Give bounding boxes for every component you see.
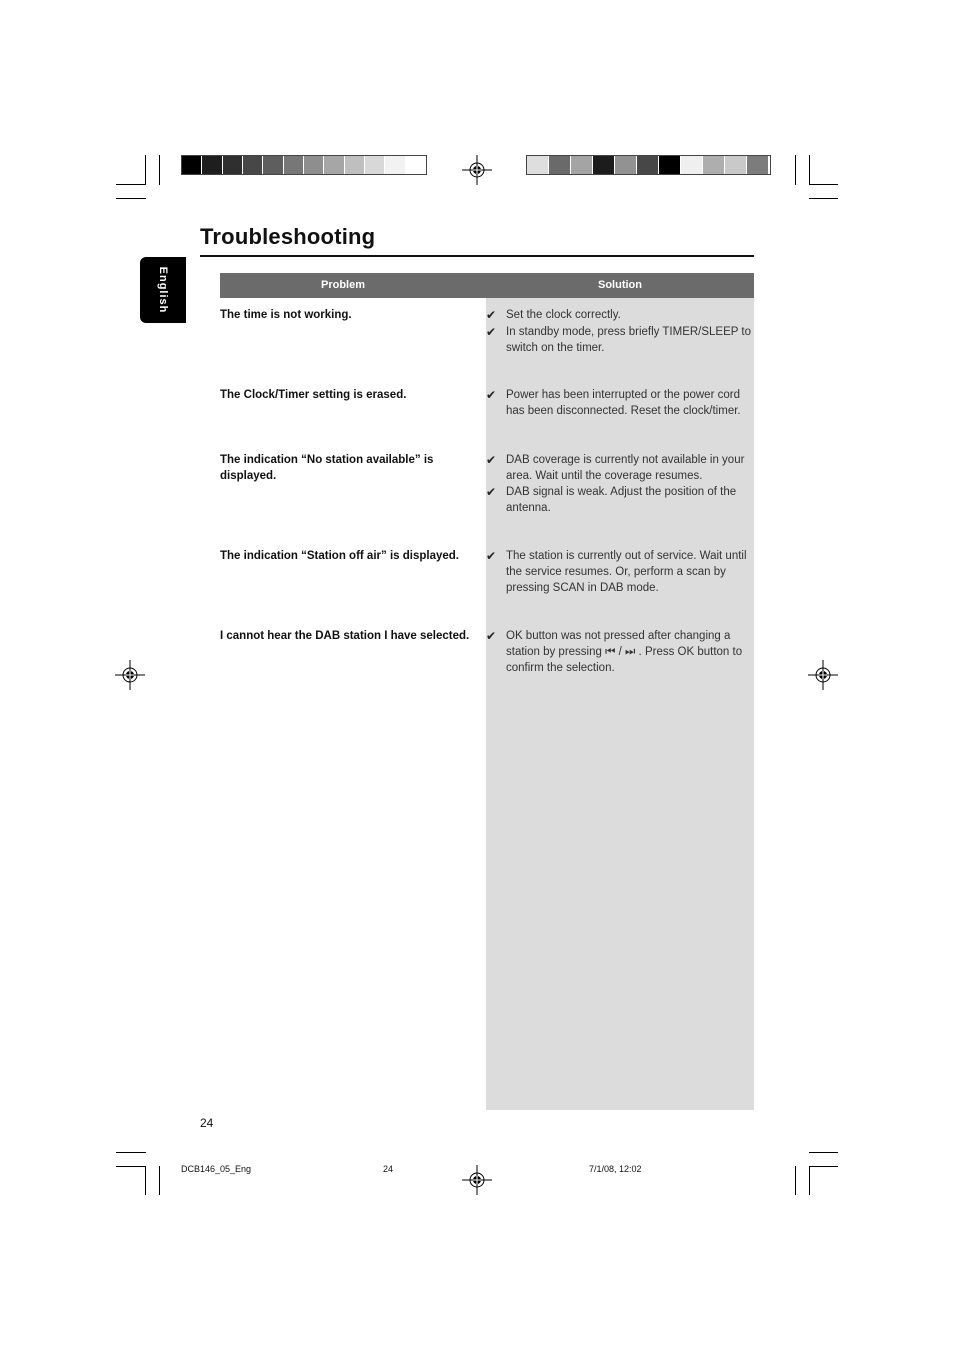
color-bar-left — [181, 155, 427, 175]
color-swatch — [571, 156, 593, 174]
checkmark-icon: ✔ — [486, 308, 497, 322]
color-swatch — [223, 156, 243, 174]
crop-mark — [145, 1166, 146, 1195]
crop-mark — [795, 155, 796, 185]
color-swatch — [284, 156, 304, 174]
solution-text: Set the clock correctly. — [506, 309, 621, 321]
crop-mark — [809, 1166, 838, 1167]
checkmark-icon: ✔ — [486, 485, 497, 499]
crop-mark — [159, 1166, 160, 1195]
solution-text: Power has been interrupted or the power cord has been disconnected. Reset the clock/timer. — [506, 389, 741, 417]
crop-mark — [159, 155, 160, 185]
color-swatch — [747, 156, 769, 174]
column-header-problem: Problem — [320, 279, 365, 291]
problem-text: I cannot hear the DAB station I have selected. — [220, 630, 470, 642]
slug-datetime: 7/1/08, 12:02 — [589, 1164, 642, 1174]
color-swatch — [202, 156, 222, 174]
color-swatch — [725, 156, 747, 174]
color-swatch — [263, 156, 283, 174]
color-swatch — [681, 156, 703, 174]
solution-text: OK button was not pressed after changing a station by pressing ⏮ / ⏭ . Press OK button to confirm the selection. — [506, 630, 743, 674]
color-swatch — [703, 156, 725, 174]
language-tab-label: English — [157, 266, 169, 314]
solution-column-background — [486, 298, 754, 1110]
color-swatch — [182, 156, 202, 174]
checkmark-icon: ✔ — [486, 453, 497, 467]
crop-mark — [116, 1152, 146, 1153]
color-swatch — [243, 156, 263, 174]
slug-filename: DCB146_05_Eng — [181, 1164, 252, 1174]
crop-mark — [809, 1152, 838, 1153]
problem-text: The Clock/Timer setting is erased. — [220, 389, 407, 401]
registration-mark-icon — [462, 155, 492, 185]
crop-mark — [795, 1166, 796, 1195]
color-swatch — [527, 156, 549, 174]
solution-text: DAB signal is weak. Adjust the position of the antenna. — [506, 486, 737, 514]
color-bar-right — [526, 155, 771, 175]
color-swatch — [345, 156, 365, 174]
crop-mark — [809, 184, 838, 185]
crop-mark — [116, 198, 146, 199]
registration-mark-icon — [808, 660, 838, 690]
color-swatch — [406, 156, 426, 174]
color-swatch — [549, 156, 571, 174]
checkmark-icon: ✔ — [486, 629, 497, 643]
color-swatch — [659, 156, 681, 174]
column-header-solution: Solution — [598, 279, 642, 291]
solution-text: DAB coverage is currently not available in your area. Wait until the coverage resumes. — [506, 454, 745, 482]
color-swatch — [365, 156, 385, 174]
crop-mark — [116, 1166, 146, 1167]
checkmark-icon: ✔ — [486, 388, 497, 402]
problem-text: The time is not working. — [220, 309, 352, 321]
registration-mark-icon — [462, 1165, 492, 1195]
slug-page: 24 — [383, 1164, 394, 1174]
problem-text: The indication “No station available” is displayed. — [220, 454, 434, 482]
table-header — [220, 273, 754, 298]
solution-text: In standby mode, press briefly TIMER/SLEEP to switch on the timer. — [506, 326, 752, 354]
solution-text: The station is currently out of service. Wait until the service resumes. Or, perform a scan by pressing SCAN in DAB mode. — [506, 550, 747, 594]
crop-mark — [116, 184, 146, 185]
color-swatch — [637, 156, 659, 174]
crop-mark — [809, 198, 838, 199]
color-swatch — [615, 156, 637, 174]
color-swatch — [304, 156, 324, 174]
title-underline — [200, 255, 754, 257]
language-tab — [140, 257, 186, 323]
crop-mark — [145, 155, 146, 185]
crop-mark — [809, 155, 810, 185]
crop-mark — [809, 1166, 810, 1195]
page-number: 24 — [200, 1116, 214, 1130]
registration-mark-icon — [115, 660, 145, 690]
color-swatch — [385, 156, 405, 174]
checkmark-icon: ✔ — [486, 549, 497, 563]
color-swatch — [593, 156, 615, 174]
checkmark-icon: ✔ — [486, 325, 497, 339]
color-swatch — [324, 156, 344, 174]
problem-text: The indication “Station off air” is displayed. — [220, 550, 459, 562]
page-title: Troubleshooting — [200, 224, 376, 249]
